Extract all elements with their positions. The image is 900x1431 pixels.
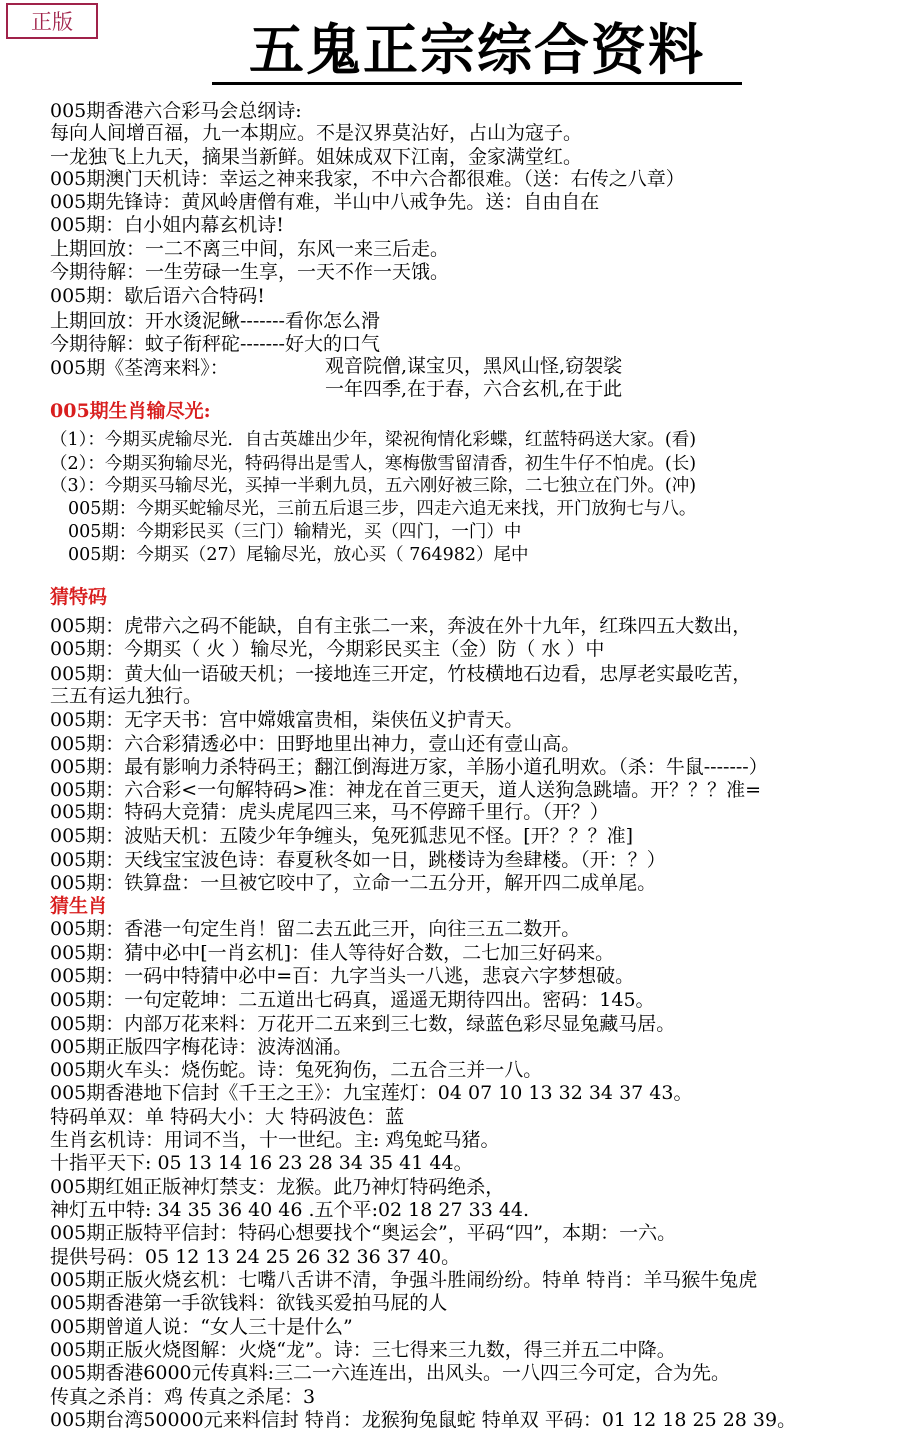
text-line: 005期香港6000元传真料:三二一六连连出，出风头。一八四三今可定，合为先。: [50, 1362, 731, 1384]
text-line: 005期：香港一句定生肖！留二去五此三开，向往三五二数开。: [50, 918, 581, 940]
text-line: 005期：六合彩<一句解特码>准：神龙在首三更天，道人送狗急跳墙。开？？？准=: [50, 779, 762, 801]
text-line: 005期先锋诗：黄风岭唐僧有难，半山中八戒争先。送：自由自在: [50, 191, 600, 213]
text-line: 十指平天下: 05 13 14 16 23 28 34 35 41 44。: [50, 1152, 473, 1174]
text-line: 005期正版四字梅花诗：波涛汹涌。: [50, 1036, 353, 1058]
text-line: 005期：猜中必中[一肖玄机]：佳人等待好合数，二七加三好码来。: [50, 942, 615, 964]
text-line: 005期台湾50000元来料信封 特肖：龙猴狗兔鼠蛇 特单双 平码：01 12 18 25 28 39。: [50, 1409, 797, 1431]
text-line: 005期香港六合彩马会总纲诗:: [50, 100, 302, 122]
text-line: 005期：虎带六之码不能缺，自有主张二一来，奔波在外十九年，红珠四五大数出，: [50, 615, 752, 637]
text-line: 三五有运九独行。: [50, 685, 203, 707]
text-line: 005期：波贴天机：五陵少年争缠头，兔死狐悲见不怪。[开？？？准]: [50, 825, 634, 847]
text-line: 005期：一句定乾坤：二五道出七码真，遥遥无期待四出。密码：145。: [50, 989, 655, 1011]
text-line: 005期：今期买蛇输尽光，三前五后退三步，四走六追无来找，开门放狗七与八。: [68, 499, 697, 519]
text-line: 005期火车头：烧伤蛇。诗：兔死狗伤，二五合三并一八。: [50, 1059, 543, 1081]
text-line: 005期正版火烧图解：火烧“龙”。诗：三七得来三九数，得三并五二中降。: [50, 1339, 676, 1361]
text-line: 005期香港第一手欲钱料：欲钱买爱拍马屁的人: [50, 1292, 448, 1314]
text-line: 观音院僧,谋宝贝，黑风山怪,窃袈裟: [325, 355, 623, 377]
text-line: 005期：内部万花来料：万花开二五来到三七数，绿蓝色彩尽显兔藏马居。: [50, 1013, 676, 1035]
text-line: 今期待解：蚊子衔秤砣-------好大的口气: [50, 333, 380, 355]
text-line: 005期：黄大仙一语破天机；一接地连三开定，竹枝横地石边看，忠厚老实最吃苦，: [50, 663, 752, 685]
text-line: 005期：六合彩猜透必中：田野地里出神力，壹山还有壹山高。: [50, 733, 581, 755]
page-title: 五鬼正宗综合资料: [212, 18, 742, 85]
text-line: 005期《荃湾来料》：: [50, 357, 229, 379]
text-line: 一年四季,在于春，六合玄机,在于此: [325, 378, 623, 400]
text-line: 005期：一码中特猜中必中=百：九字当头一八逃，悲哀六字梦想破。: [50, 965, 635, 987]
text-line: （3）：今期买马输尽光，买掉一半剩九员，五六刚好被三除，二七独立在门外。(冲): [50, 476, 697, 496]
section-heading: 005期生肖输尽光:: [50, 400, 211, 422]
text-line: 特码单双：单 特码大小：大 特码波色：蓝: [50, 1106, 405, 1128]
text-line: （2）：今期买狗输尽光，特码得出是雪人，寒梅傲雪留清香，初生牛仔不怕虎。(长): [50, 454, 697, 474]
text-line: 005期：天线宝宝波色诗：春夏秋冬如一日，跳楼诗为叁肆楼。（开：？）: [50, 849, 666, 871]
text-line: 005期曾道人说：“女人三十是什么”: [50, 1316, 353, 1338]
text-line: 生肖玄机诗：用词不当，十一世纪。主: 鸡兔蛇马猪。: [50, 1129, 500, 1151]
text-line: 005期：今期买（ 火 ）输尽光，今期彩民买主（金）防（ 水 ）中: [50, 638, 605, 660]
section-heading: 猜特码: [50, 586, 108, 608]
genuine-edition-badge: 正版: [6, 3, 98, 39]
text-line: 005期：今期彩民买（三门）输精光，买（四门，一门）中: [68, 522, 522, 542]
text-line: 005期红姐正版神灯禁支：龙猴。此乃神灯特码绝杀，: [50, 1176, 505, 1198]
text-line: 提供号码：05 12 13 24 25 26 32 36 37 40。: [50, 1246, 461, 1268]
text-line: 今期待解：一生劳碌一生享，一天不作一天饿。: [50, 261, 450, 283]
text-line: 一龙独飞上九天，摘果当新鲜。姐妹成双下江南，金家满堂红。: [50, 146, 583, 168]
text-line: 上期回放：一二不离三中间，东风一来三后走。: [50, 238, 450, 260]
text-line: 上期回放：开水烫泥鳅-------看你怎么滑: [50, 310, 380, 332]
text-line: 005期：特码大竞猜：虎头虎尾四三来，马不停蹄千里行。（开？）: [50, 801, 609, 823]
text-line: 005期澳门天机诗：幸运之神来我家，不中六合都很难。（送：右传之八章）: [50, 168, 685, 190]
text-line: 005期香港地下信封《千王之王》：九宝莲灯：04 07 10 13 32 34 37 43。: [50, 1082, 693, 1104]
text-line: 005期：铁算盘：一旦被它咬中了，立命一二五分开，解开四二成单尾。: [50, 872, 657, 894]
text-line: 005期：今期买（27）尾输尽光，放心买（ 764982）尾中: [68, 545, 529, 565]
text-line: 005期正版特平信封：特码心想要找个“奥运会”，平码“四”，本期：一六。: [50, 1222, 677, 1244]
text-line: 每向人间增百福，九一本期应。不是汉界莫沾好，占山为寇子。: [50, 122, 583, 144]
text-line: 005期：白小姐内幕玄机诗!: [50, 214, 284, 236]
text-line: 005期：无字天书：宫中嫦娥富贵相，柒侠伍义护青天。: [50, 709, 524, 731]
text-line: 神灯五中特: 34 35 36 40 46 .五个平:02 18 27 33 44.: [50, 1199, 530, 1221]
text-line: 005期：歇后语六合特码!: [50, 285, 265, 307]
text-line: 005期正版火烧玄机：七嘴八舌讲不清，争强斗胜闹纷纷。特单 特肖：羊马猴牛兔虎: [50, 1269, 758, 1291]
text-line: 传真之杀肖：鸡 传真之杀尾：3: [50, 1386, 316, 1408]
section-heading: 猜生肖: [50, 895, 108, 917]
text-line: 005期：最有影响力杀特码王；翻江倒海进万家，羊肠小道孔明欢。（杀：牛鼠-------）: [50, 756, 768, 778]
text-line: （1）：今期买虎输尽光．自古英雄出少年，梁祝徇情化彩蝶，红蓝特码送大家。(看): [50, 430, 697, 450]
